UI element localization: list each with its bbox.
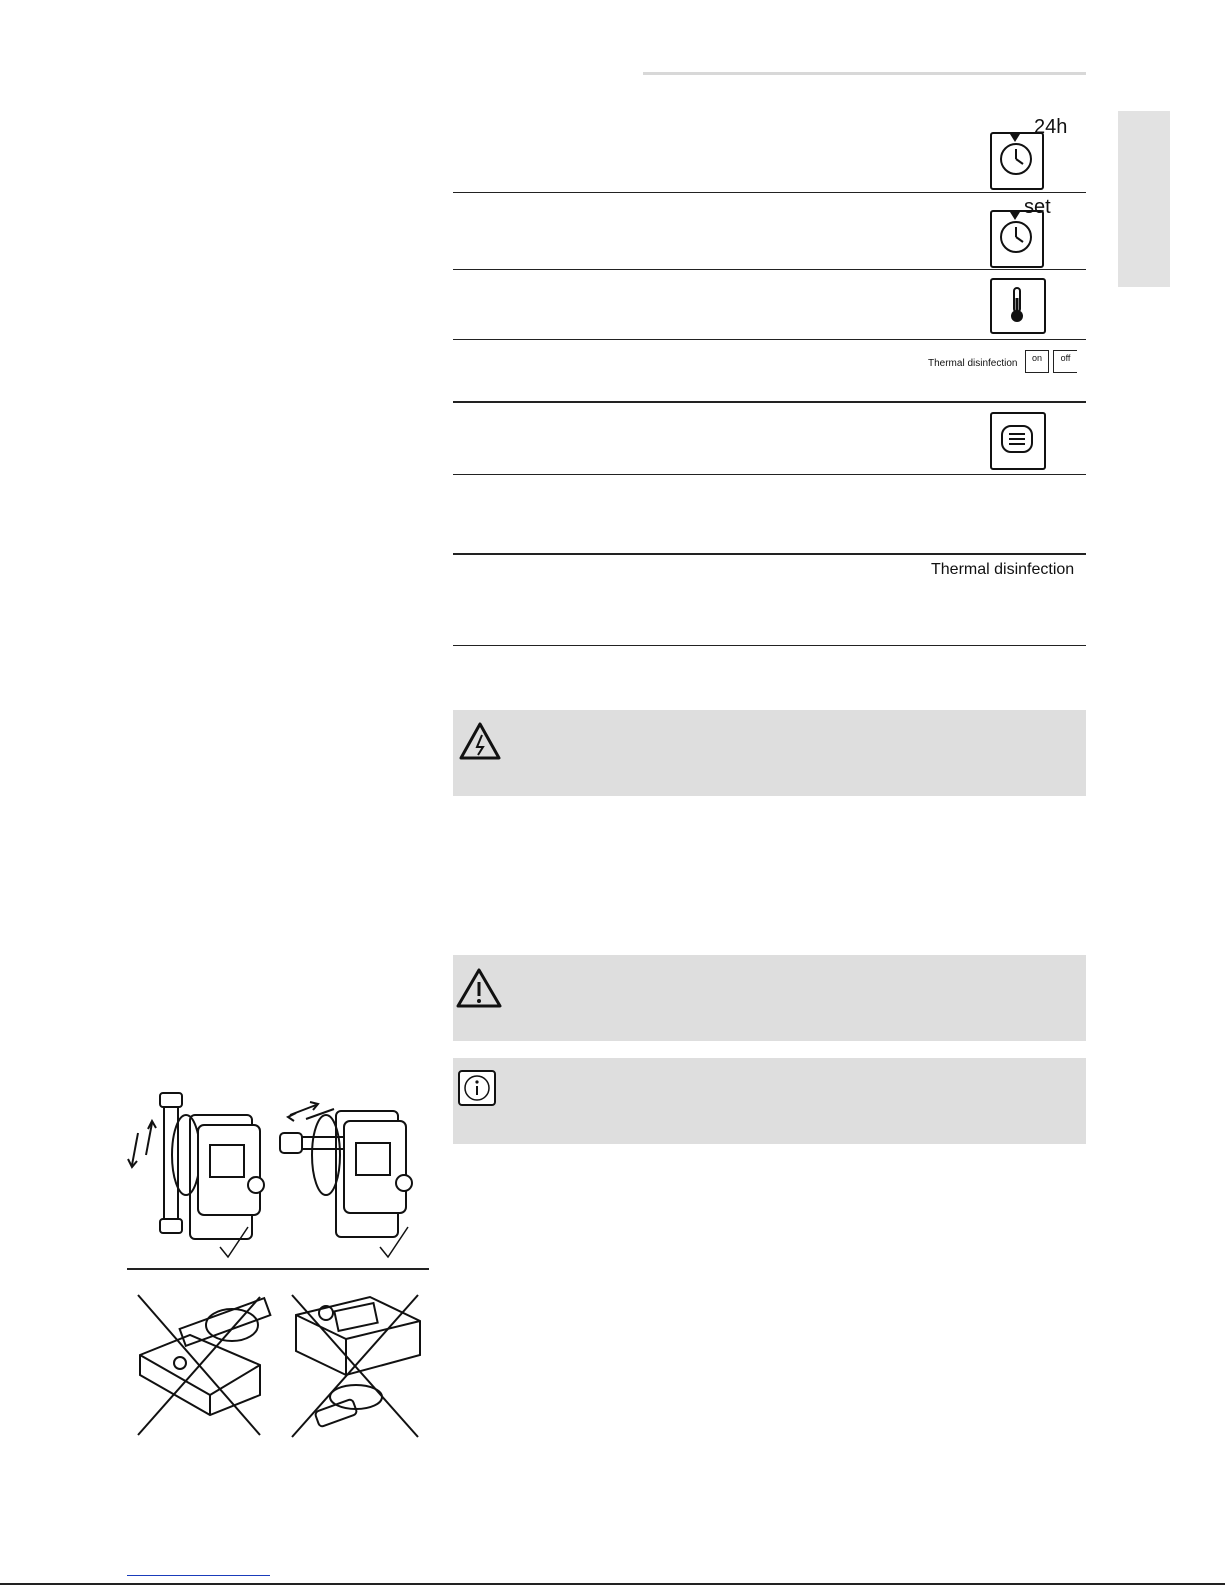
danger-note: [453, 710, 1086, 796]
table-divider: [453, 474, 1086, 475]
clock-set-icon: [986, 196, 1076, 268]
clock-24h-label: 24h: [1034, 116, 1068, 138]
warning-icon: [455, 967, 503, 1009]
pump-upside-down-forbidden: [292, 1295, 420, 1437]
electric-hazard-icon: [457, 720, 503, 762]
table-divider: [453, 339, 1086, 340]
info-note: [453, 1058, 1086, 1144]
figure-divider: [127, 1268, 429, 1270]
language-side-tab: [1118, 111, 1170, 287]
pump-horizontal-allowed: [280, 1102, 412, 1237]
thermal-on-button[interactable]: on: [1025, 350, 1049, 373]
thermal-display-label: Thermal disinfection: [931, 561, 1075, 578]
table-divider: [453, 192, 1086, 193]
pump-vertical-allowed: [128, 1093, 264, 1239]
header-rule: [643, 72, 1086, 75]
table-divider: [453, 645, 1086, 646]
table-divider: [453, 553, 1086, 555]
thermal-off-button[interactable]: off: [1053, 350, 1077, 373]
table-divider: [453, 401, 1086, 403]
thermal-switch-label: Thermal disinfection: [928, 358, 1018, 369]
footer-link-underline: [127, 1575, 270, 1576]
pump-lying-forbidden: [138, 1295, 270, 1435]
warning-note: [453, 955, 1086, 1041]
installation-position-figure: [120, 1075, 435, 1455]
menu-icon: [990, 412, 1046, 468]
info-icon: [457, 1069, 497, 1107]
thermometer-icon: [990, 278, 1046, 334]
table-divider: [453, 269, 1086, 270]
clock-set-label: set: [1024, 196, 1051, 218]
clock-24h-icon: [986, 116, 1076, 188]
